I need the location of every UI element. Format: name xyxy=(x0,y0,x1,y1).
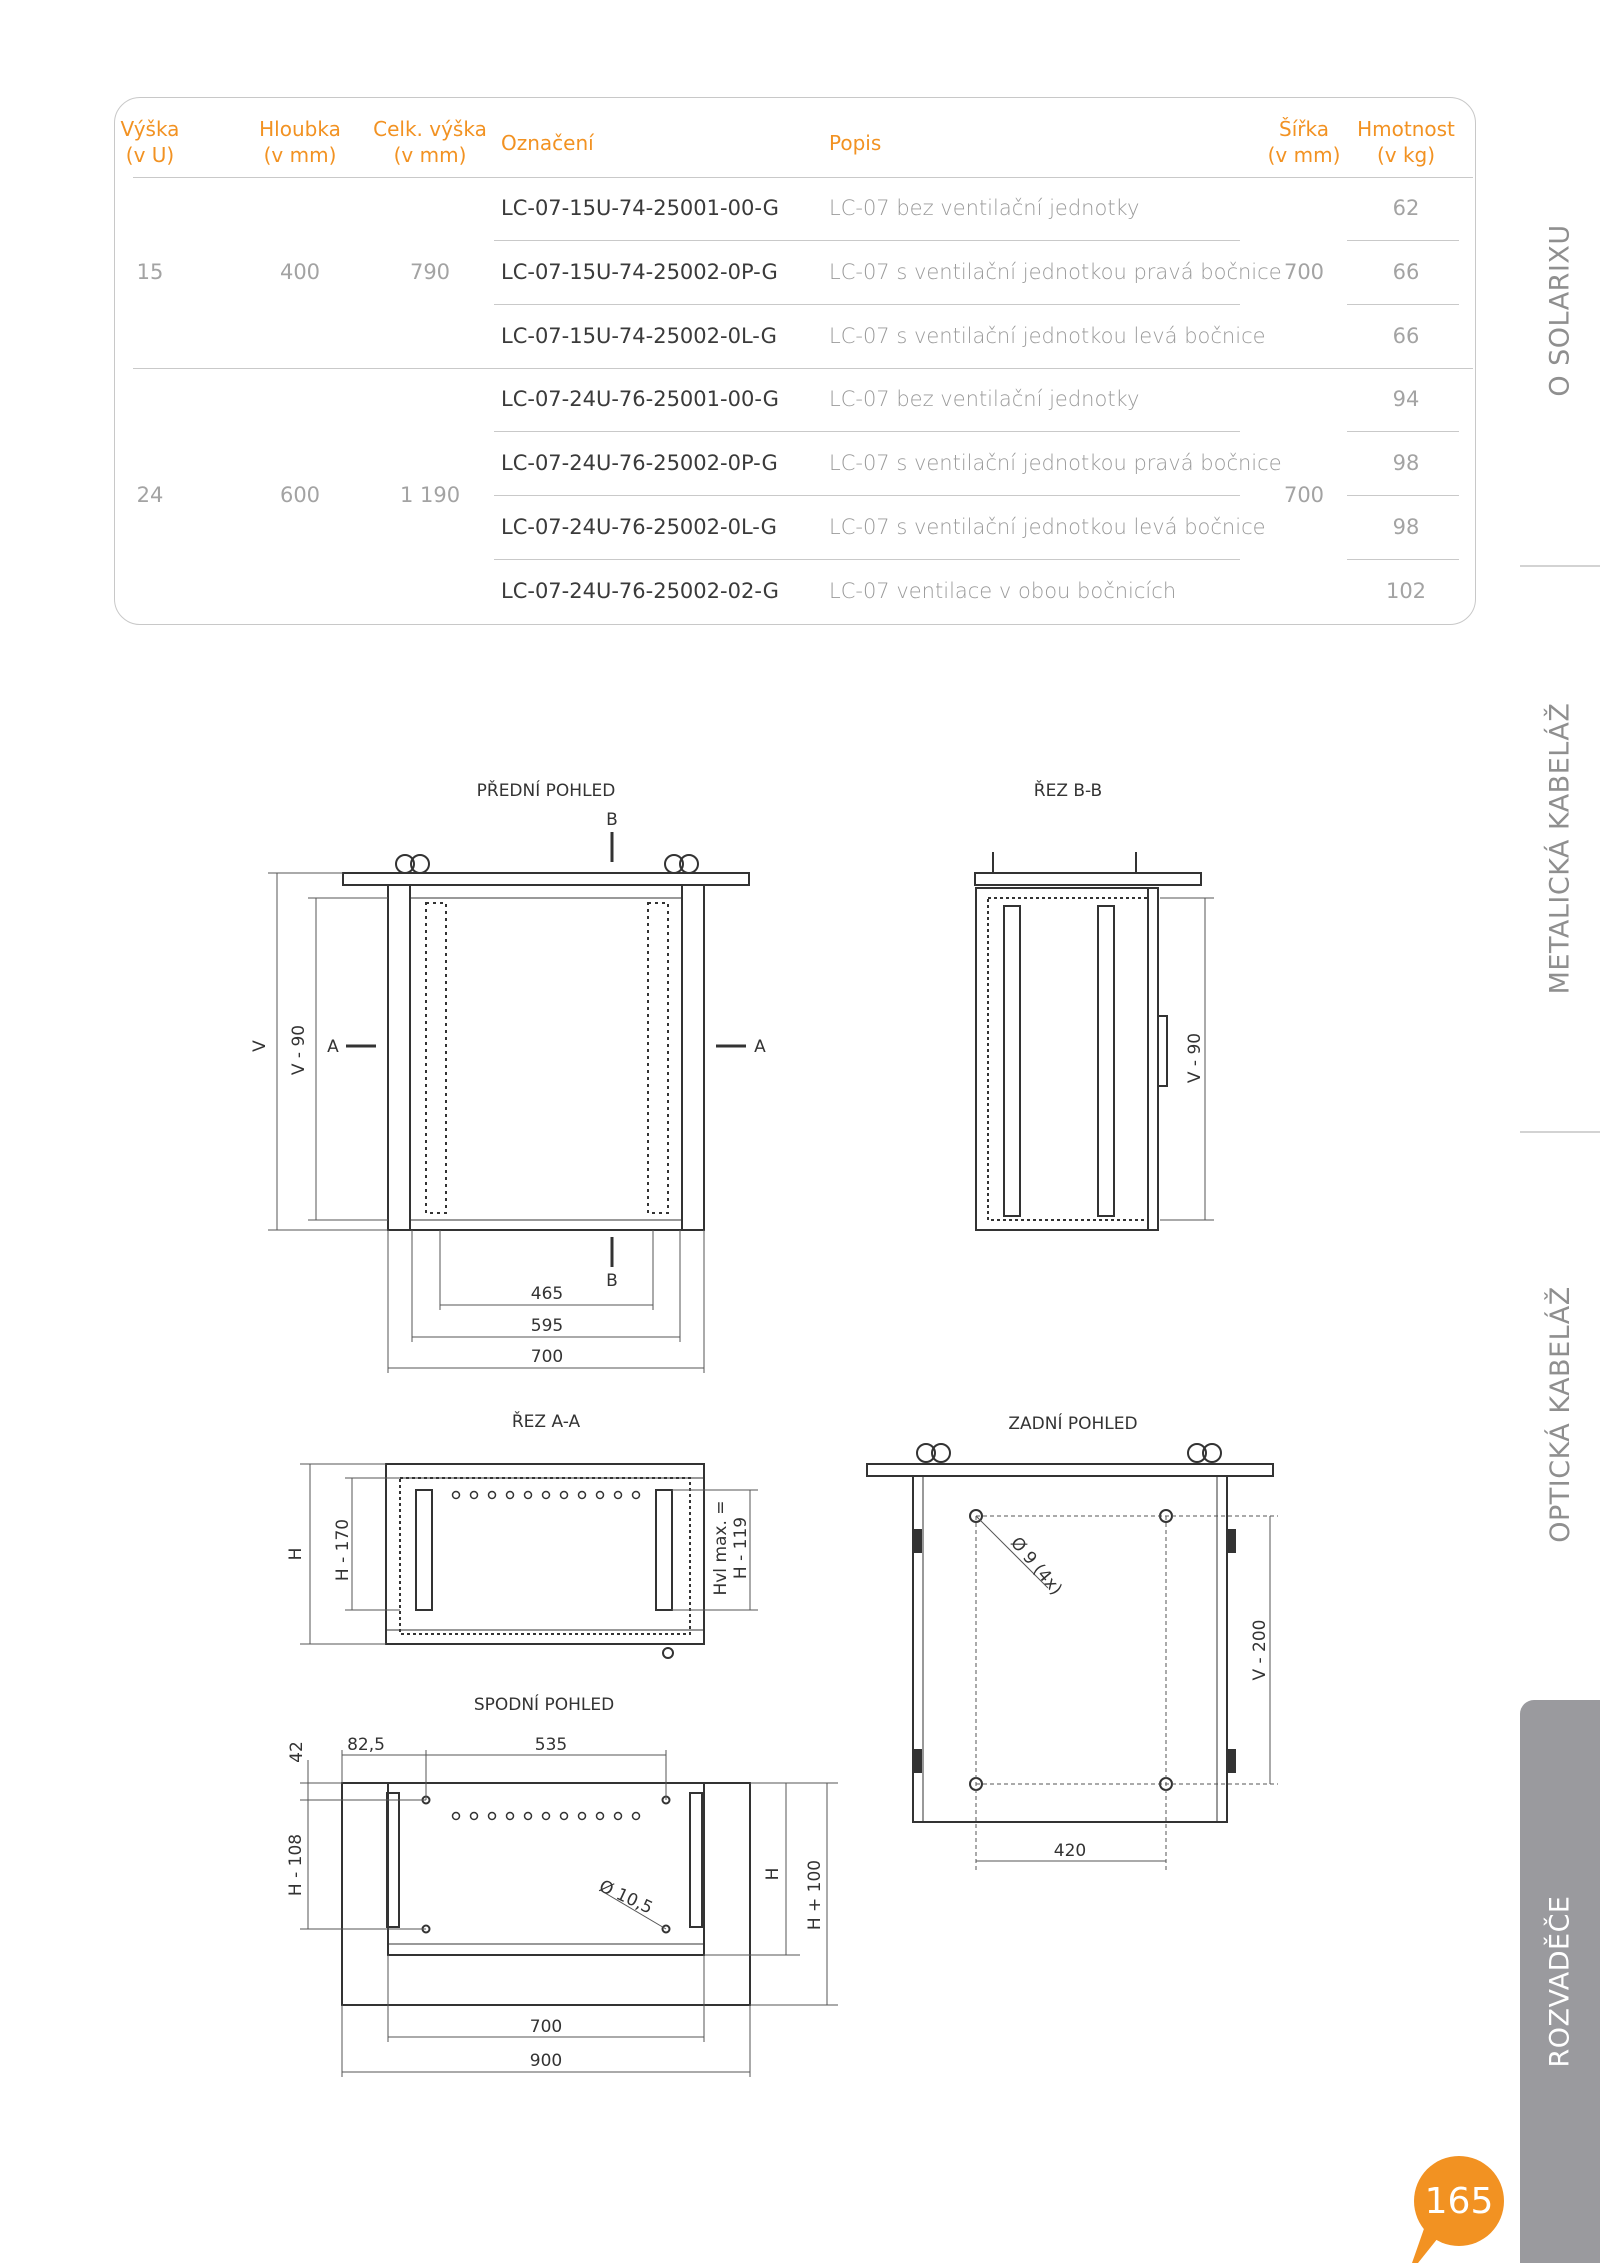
row-divider xyxy=(1347,304,1459,305)
bottom-view-title: SPODNÍ POHLED xyxy=(473,1695,615,1715)
table-row-desc: LC-07 s ventilační jednotkou pravá bočnice xyxy=(829,260,1282,284)
row-divider xyxy=(1347,431,1459,432)
header-popis: Popis xyxy=(829,131,882,155)
table-row-desc: LC-07 s ventilační jednotkou levá bočnice xyxy=(829,324,1266,348)
bottom-hole-label: Ø 10,5 xyxy=(595,1876,656,1919)
hole xyxy=(543,1492,550,1499)
front-label-v: V xyxy=(250,1040,270,1052)
row-divider xyxy=(1347,559,1459,560)
hole xyxy=(471,1492,478,1499)
group-divider xyxy=(133,368,1473,369)
row-divider xyxy=(494,240,1240,241)
section-aa-view xyxy=(386,1464,704,1658)
hole xyxy=(507,1492,514,1499)
section-aa-title: ŘEZ A-A xyxy=(511,1412,581,1432)
bottom-label-h: H xyxy=(763,1867,783,1881)
page-number: 165 xyxy=(1414,2156,1504,2246)
technical-drawings xyxy=(0,700,1500,2180)
rear-view-title: ZADNÍ POHLED xyxy=(1008,1414,1138,1434)
table-row-code: LC-07-15U-74-25002-0L-G xyxy=(501,324,777,348)
table-row-code: LC-07-24U-76-25002-02-G xyxy=(501,579,779,603)
aa-holes xyxy=(453,1492,640,1499)
bottom-outer xyxy=(342,1783,750,2005)
row-divider xyxy=(494,495,1240,496)
tab-rozvadece-label: ROZVADĚČE xyxy=(1544,1895,1576,2068)
group2-vyska: 24 xyxy=(136,483,164,507)
hole xyxy=(597,1813,604,1820)
hole xyxy=(453,1492,460,1499)
bottom-dim-700: 700 xyxy=(529,2017,563,2037)
bottom-dims xyxy=(300,1750,838,2077)
rear-hole-label: Ø 9 (4x) xyxy=(1006,1533,1066,1600)
aa-foot xyxy=(663,1648,673,1658)
header-vyska xyxy=(115,116,185,168)
table-row-code: LC-07-15U-74-25001-00-G xyxy=(501,196,779,220)
table-row-weight: 102 xyxy=(1385,579,1427,603)
bottom-label-h100: H + 100 xyxy=(805,1859,825,1931)
aa-left-bracket xyxy=(416,1490,432,1610)
bb-left-rail xyxy=(1004,906,1020,1216)
hole xyxy=(615,1492,622,1499)
rear-hinge xyxy=(1227,1750,1235,1772)
front-left-rail xyxy=(426,903,446,1213)
rear-top-plate xyxy=(867,1464,1273,1476)
tab-opticka-label: OPTICKÁ KABELÁŽ xyxy=(1544,1285,1576,1543)
table-row-code: LC-07-24U-76-25002-0P-G xyxy=(501,451,778,475)
group2-sirka: 700 xyxy=(1283,483,1325,507)
section-bb-title: ŘEZ B-B xyxy=(1033,781,1103,801)
header-sirka-line1: Šířka xyxy=(1279,117,1329,141)
rear-view xyxy=(867,1444,1273,1822)
table-row-desc: LC-07 s ventilační jednotkou levá bočnice xyxy=(829,515,1266,539)
bottom-dim-900: 900 xyxy=(529,2051,563,2071)
row-divider xyxy=(494,304,1240,305)
tab-rozvadece[interactable] xyxy=(1520,1700,1600,2263)
aa-right-bracket xyxy=(656,1490,672,1610)
section-bb-view xyxy=(975,852,1201,1230)
tab-o-solarixu[interactable] xyxy=(1520,60,1600,560)
table-row-weight: 98 xyxy=(1392,515,1420,539)
hole xyxy=(489,1492,496,1499)
rear-label-v200: V - 200 xyxy=(1250,1619,1270,1681)
bottom-dim-825: 82,5 xyxy=(347,1735,385,1755)
hole xyxy=(489,1813,496,1820)
bb-handle xyxy=(1158,1016,1167,1086)
bb-inner-frame xyxy=(988,898,1148,1220)
bb-right-rail xyxy=(1098,906,1114,1216)
rear-hinge xyxy=(1227,1530,1235,1552)
bottom-dim-535: 535 xyxy=(534,1735,568,1755)
tab-metalicka-label: METALICKÁ KABELÁŽ xyxy=(1544,702,1576,994)
front-dim-700: 700 xyxy=(530,1347,564,1367)
header-oznaceni: Označení xyxy=(501,131,594,155)
table-row-weight: 66 xyxy=(1392,324,1420,348)
hole xyxy=(471,1813,478,1820)
row-divider xyxy=(494,559,1240,560)
rear-hinge xyxy=(913,1530,921,1552)
table-row-weight: 98 xyxy=(1392,451,1420,475)
table-row-desc: LC-07 s ventilační jednotkou pravá bočnice xyxy=(829,451,1282,475)
front-body xyxy=(388,885,704,1230)
front-view xyxy=(343,855,749,1230)
tab-opticka-kabelaz[interactable] xyxy=(1520,1133,1600,1695)
product-table xyxy=(114,97,1476,625)
hole xyxy=(633,1492,640,1499)
table-row-desc: LC-07 bez ventilační jednotky xyxy=(829,387,1140,411)
front-top-plate xyxy=(343,873,749,885)
header-celk-line1: Celk. výška xyxy=(373,117,487,141)
table-row-weight: 66 xyxy=(1392,260,1420,284)
group2-hloubka: 600 xyxy=(279,483,321,507)
hole xyxy=(543,1813,550,1820)
header-hloubka-line2: (v mm) xyxy=(263,143,337,167)
header-hloubka xyxy=(255,116,345,168)
section-a-label-right: A xyxy=(754,1037,766,1057)
front-left-post xyxy=(388,885,410,1230)
header-celk-vyska xyxy=(369,116,491,168)
row-divider xyxy=(1347,240,1459,241)
tab-o-solarixu-label: O SOLARIXU xyxy=(1544,223,1576,397)
table-row-weight: 62 xyxy=(1392,196,1420,220)
header-hmotnost xyxy=(1351,116,1461,168)
table-row-desc: LC-07 bez ventilační jednotky xyxy=(829,196,1140,220)
hole xyxy=(579,1492,586,1499)
bb-top-plate xyxy=(975,873,1201,885)
bottom-label-h108: H - 108 xyxy=(286,1833,306,1897)
row-divider xyxy=(494,431,1240,432)
rear-body xyxy=(913,1476,1227,1822)
hole xyxy=(615,1813,622,1820)
table-row-desc: LC-07 ventilace v obou bočnicích xyxy=(829,579,1177,603)
front-dim-465: 465 xyxy=(530,1284,564,1304)
row-divider xyxy=(1347,495,1459,496)
front-view-title: PŘEDNÍ POHLED xyxy=(476,781,616,801)
group1-celk: 790 xyxy=(409,260,451,284)
hole xyxy=(597,1492,604,1499)
hole xyxy=(525,1813,532,1820)
group2-celk: 1 190 xyxy=(399,483,461,507)
hole xyxy=(579,1813,586,1820)
bb-label-v90: V - 90 xyxy=(1185,1032,1205,1084)
aa-label-h: H xyxy=(286,1547,306,1561)
group1-vyska: 15 xyxy=(136,260,164,284)
hole xyxy=(561,1492,568,1499)
bottom-inner xyxy=(388,1783,704,1955)
header-hloubka-line1: Hloubka xyxy=(259,117,341,141)
table-row-code: LC-07-24U-76-25001-00-G xyxy=(501,387,779,411)
group1-hloubka: 400 xyxy=(279,260,321,284)
section-a-label-left: A xyxy=(327,1037,339,1057)
hole xyxy=(507,1813,514,1820)
rear-hinge xyxy=(913,1750,921,1772)
aa-label-h170: H - 170 xyxy=(333,1518,353,1582)
hole xyxy=(453,1813,460,1820)
rear-dim-420: 420 xyxy=(1053,1841,1087,1861)
front-right-rail xyxy=(648,903,668,1213)
header-vyska-line1: Výška xyxy=(120,117,180,141)
section-b-label-top: B xyxy=(606,810,618,830)
front-dim-595: 595 xyxy=(530,1316,564,1336)
group1-sirka: 700 xyxy=(1283,260,1325,284)
front-label-v90: V - 90 xyxy=(289,1024,309,1076)
table-row-weight: 94 xyxy=(1392,387,1420,411)
bottom-holes xyxy=(453,1813,640,1820)
header-vyska-line2: (v U) xyxy=(125,143,175,167)
table-row-code: LC-07-24U-76-25002-0L-G xyxy=(501,515,777,539)
section-sidebar xyxy=(1520,0,1600,2263)
section-markers xyxy=(346,832,746,1267)
tab-metalicka-kabelaz[interactable] xyxy=(1520,567,1600,1129)
bottom-right-slot xyxy=(690,1793,702,1927)
aa-label-hvl-value: H - 119 xyxy=(731,1516,751,1580)
front-dims xyxy=(268,873,704,1373)
bb-door xyxy=(1148,888,1158,1230)
hole xyxy=(525,1492,532,1499)
bottom-dim-42: 42 xyxy=(287,1741,307,1763)
rear-dims xyxy=(976,1516,1278,1870)
hole xyxy=(561,1813,568,1820)
header-hmotnost-line2: (v kg) xyxy=(1376,143,1436,167)
header-sirka-line2: (v mm) xyxy=(1267,143,1341,167)
table-row-code: LC-07-15U-74-25002-0P-G xyxy=(501,260,778,284)
hole xyxy=(633,1813,640,1820)
aa-label-hvl: Hvl max. = xyxy=(711,1500,731,1596)
front-right-post xyxy=(682,885,704,1230)
header-hmotnost-line1: Hmotnost xyxy=(1357,117,1455,141)
aa-inner xyxy=(400,1478,690,1634)
header-celk-line2: (v mm) xyxy=(393,143,467,167)
section-b-label-bottom: B xyxy=(606,1271,618,1291)
header-sirka xyxy=(1259,116,1349,168)
header-divider xyxy=(133,177,1473,178)
bottom-view xyxy=(342,1783,750,2005)
